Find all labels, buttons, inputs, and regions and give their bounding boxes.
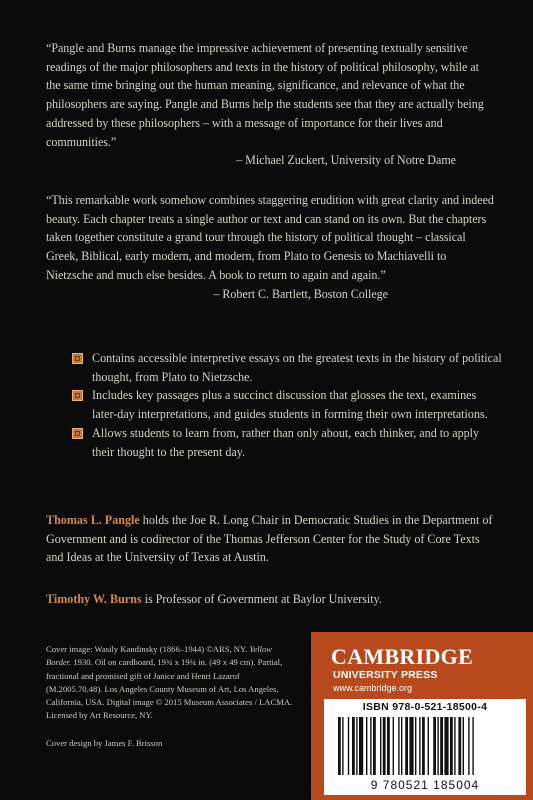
publisher-block (311, 632, 533, 800)
author-name: Timothy W. Burns (46, 592, 142, 606)
quote-attribution: – Michael Zuckert, University of Notre Dame (236, 153, 456, 168)
bullet-square-icon (72, 428, 83, 439)
cover-image-credit: Cover image: Wasily Kandinsky (1866–1944) ©ARS, NY. Yellow Border. 1930. Oil on cardboard, 19¾ x 19¾ in. (49 x 49 cm). Partial, fractional and promised gift of Janice and Henri Lazarof (M.2005.70.48). Los Angeles County Museum of Art, Los Angeles, California, USA. Digital image © 2015 Museum Associates / LACMA. Licensed by Art Resource, NY. (46, 644, 293, 721)
barcode-number: 9 780521 185004 (370, 778, 480, 792)
quote-text: “This remarkable work somehow combines staggering erudition with great clarity and indeed beauty. Each chapter treats a single author or text and can stand on its own. But the chapters taken together constitute a grand tour through the history of political thought – classical Greek, Biblical, early modern, and modern, from Plato to Genesis to Machiavelli to Nietzsche and much else besides. A book to return to again and again.” (46, 193, 494, 282)
barcode-icon (334, 717, 516, 777)
cover-design-credit: Cover design by James F. Brisson (46, 738, 163, 748)
bullet-square-icon (72, 353, 83, 364)
author-bio-text: holds the Joe R. Long Chair in Democratic Studies in the Department of Government and is codirector of the Thomas Jefferson Center for the Study of Core Texts and Ideas at the University of Texas at Austin. (46, 513, 493, 565)
publisher-subtitle: UNIVERSITY PRESS (333, 669, 438, 681)
feature-item: Contains accessible interpretive essays on the greatest texts in the history of political thought, from Plato to Nietzsche. (72, 349, 502, 386)
feature-list (72, 349, 502, 461)
author-bio-burns (46, 590, 496, 609)
bullet-square-icon (72, 390, 83, 401)
publisher-logo: CAMBRIDGE (331, 644, 474, 669)
feature-item: Includes key passages plus a succinct discussion that glosses the text, examines later-day interpretations, and guides students in forming their own interpretations. (72, 386, 502, 423)
publisher-url: www.cambridge.org (333, 683, 413, 693)
barcode-panel (324, 699, 526, 795)
author-bio-pangle (46, 511, 496, 567)
review-quote-zuckert (46, 39, 496, 170)
isbn-label: ISBN 978-0-521-18500-4 (362, 701, 488, 713)
quote-attribution: – Robert C. Bartlett, Boston College (213, 286, 388, 301)
author-name: Thomas L. Pangle (46, 513, 140, 527)
feature-item: Allows students to learn from, rather than only about, each thinker, and to apply their thought to the present day. (72, 424, 502, 461)
author-bio-text: is Professor of Government at Baylor University. (141, 592, 382, 606)
review-quote-bartlett (46, 191, 496, 303)
quote-text: “Pangle and Burns manage the impressive achievement of presenting textually sensitive readings of the major philosophers and texts in the history of political philosophy, while at the same time bringing out the human meaning, significance, and relevance of what the philosophers are saying. Pangle and Burns help the students see that they are actually being addressed by these philosophers – with a message of importance for their lives and communities.” (46, 41, 484, 149)
